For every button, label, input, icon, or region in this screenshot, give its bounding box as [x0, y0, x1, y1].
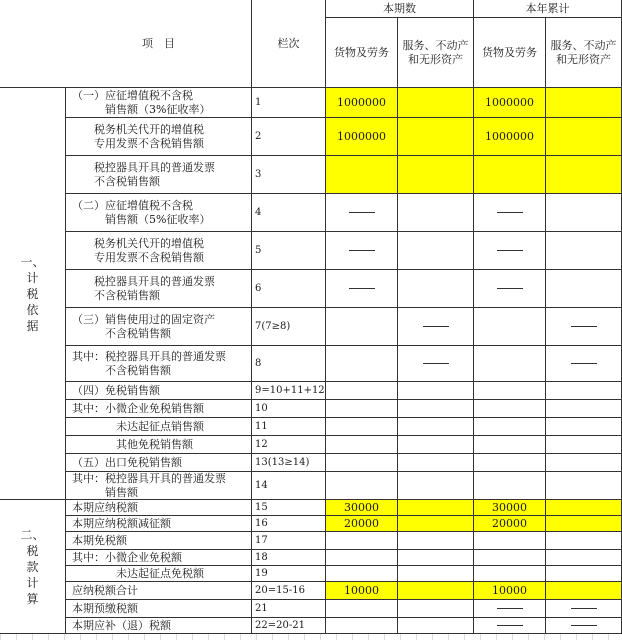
dash-mark [571, 363, 597, 364]
value-cell[interactable] [474, 418, 546, 436]
row-line-number: 7(7≥8) [252, 308, 326, 346]
value-cell[interactable] [398, 308, 474, 346]
row-line-number: 4 [252, 194, 326, 232]
value-cell[interactable] [474, 532, 546, 550]
value-cell[interactable] [474, 454, 546, 472]
value-cell[interactable] [326, 400, 398, 418]
value-cell[interactable] [326, 382, 398, 400]
value-cell[interactable] [474, 232, 546, 270]
value-cell[interactable]: 1000000 [474, 88, 546, 118]
value-cell[interactable] [398, 346, 474, 382]
row-line-number: 16 [252, 516, 326, 532]
value-cell[interactable] [474, 600, 546, 618]
value-cell[interactable] [326, 418, 398, 436]
value-cell[interactable] [546, 270, 622, 308]
dash-mark [349, 212, 375, 213]
dash-mark [497, 250, 523, 251]
value-cell[interactable] [546, 156, 622, 194]
value-cell[interactable] [326, 156, 398, 194]
row-line-number: 2 [252, 118, 326, 156]
row-line-number: 17 [252, 532, 326, 550]
value-cell[interactable] [326, 532, 398, 550]
value-cell[interactable] [474, 436, 546, 454]
section-label: 二、 税 款 计 算 [0, 500, 66, 634]
value-cell[interactable]: 1000000 [474, 118, 546, 156]
row-label: 其中：税控器具开具的普通发票 不含税销售额 [66, 346, 252, 382]
value-cell[interactable] [546, 532, 622, 550]
dash-mark [423, 363, 449, 364]
value-cell[interactable] [546, 472, 622, 500]
value-cell[interactable] [398, 232, 474, 270]
dash-mark [497, 608, 523, 609]
value-cell[interactable]: 10000 [326, 582, 398, 600]
row-label: 应纳税额合计 [66, 582, 252, 600]
row-line-number: 5 [252, 232, 326, 270]
row-line-number: 10 [252, 400, 326, 418]
row-label: 本期应补（退）税额 [66, 618, 252, 634]
value-cell[interactable] [398, 156, 474, 194]
header-current-period: 本期数 [326, 0, 474, 18]
dash-mark [349, 288, 375, 289]
row-label: 其中：小微企业免税额 [66, 550, 252, 566]
value-cell[interactable] [398, 566, 474, 582]
value-cell[interactable] [474, 156, 546, 194]
value-cell[interactable] [398, 454, 474, 472]
value-cell[interactable] [474, 566, 546, 582]
value-cell[interactable] [326, 270, 398, 308]
value-cell[interactable] [326, 436, 398, 454]
value-cell[interactable] [398, 118, 474, 156]
row-label: （四）免税销售额 [66, 382, 252, 400]
header-goods-services-ytd: 货物及劳务 [474, 18, 546, 88]
value-cell[interactable] [546, 618, 622, 634]
row-label: 其他免税销售额 [66, 436, 252, 454]
row-label: 其中：税控器具开具的普通发票 销售额 [66, 472, 252, 500]
value-cell[interactable] [474, 618, 546, 634]
value-cell[interactable] [546, 454, 622, 472]
value-cell[interactable] [546, 232, 622, 270]
value-cell[interactable] [398, 88, 474, 118]
row-label: 本期应纳税额 [66, 500, 252, 516]
value-cell[interactable] [326, 472, 398, 500]
row-label: （五）出口免税销售额 [66, 454, 252, 472]
dash-mark [571, 608, 597, 609]
value-cell[interactable] [546, 582, 622, 600]
row-label: 其中：小微企业免税销售额 [66, 400, 252, 418]
row-line-number: 9=10+11+12 [252, 382, 326, 400]
value-cell[interactable] [326, 454, 398, 472]
value-cell[interactable] [398, 500, 474, 516]
value-cell[interactable] [546, 516, 622, 532]
value-cell[interactable] [326, 308, 398, 346]
dash-mark [423, 326, 449, 327]
value-cell[interactable] [546, 500, 622, 516]
row-line-number: 1 [252, 88, 326, 118]
value-cell[interactable] [398, 194, 474, 232]
value-cell[interactable] [546, 566, 622, 582]
row-line-number: 18 [252, 550, 326, 566]
value-cell[interactable] [398, 418, 474, 436]
row-label: （一）应征增值税不含税 销售额（3%征收率） [66, 88, 252, 118]
value-cell[interactable] [546, 436, 622, 454]
row-line-number: 3 [252, 156, 326, 194]
value-cell[interactable]: 10000 [474, 582, 546, 600]
value-cell[interactable]: 20000 [326, 516, 398, 532]
row-line-number: 20=15-16 [252, 582, 326, 600]
dash-mark [571, 326, 597, 327]
corner-cell [0, 0, 66, 88]
value-cell[interactable] [546, 88, 622, 118]
row-line-number: 8 [252, 346, 326, 382]
dash-mark [571, 625, 597, 626]
value-cell[interactable] [546, 118, 622, 156]
value-cell[interactable] [474, 346, 546, 382]
value-cell[interactable] [326, 232, 398, 270]
value-cell[interactable] [546, 308, 622, 346]
row-label: 未达起征点免税额 [66, 566, 252, 582]
value-cell[interactable] [398, 516, 474, 532]
header-goods-services-current: 货物及劳务 [326, 18, 398, 88]
value-cell[interactable] [546, 418, 622, 436]
value-cell[interactable] [474, 270, 546, 308]
value-cell[interactable]: 30000 [326, 500, 398, 516]
dash-mark [497, 212, 523, 213]
value-cell[interactable] [474, 400, 546, 418]
value-cell[interactable] [546, 600, 622, 618]
row-line-number: 13(13≥14) [252, 454, 326, 472]
value-cell[interactable] [398, 600, 474, 618]
row-label: 本期预缴税额 [66, 600, 252, 618]
value-cell[interactable]: 30000 [474, 500, 546, 516]
value-cell[interactable] [398, 582, 474, 600]
value-cell[interactable]: 1000000 [326, 118, 398, 156]
dash-mark [497, 625, 523, 626]
header-services-property-current: 服务、不动产 和无形资产 [398, 18, 474, 88]
row-label: 税控器具开具的普通发票 不含税销售额 [66, 270, 252, 308]
value-cell[interactable]: 1000000 [326, 88, 398, 118]
value-cell[interactable] [398, 436, 474, 454]
row-line-number: 11 [252, 418, 326, 436]
value-cell[interactable] [546, 346, 622, 382]
row-line-number: 14 [252, 472, 326, 500]
value-cell[interactable] [474, 550, 546, 566]
dash-mark [349, 250, 375, 251]
value-cell[interactable] [398, 270, 474, 308]
value-cell[interactable] [546, 194, 622, 232]
row-label: 未达起征点销售额 [66, 418, 252, 436]
value-cell[interactable] [474, 194, 546, 232]
value-cell[interactable] [546, 400, 622, 418]
value-cell[interactable] [474, 382, 546, 400]
value-cell[interactable] [398, 382, 474, 400]
row-label: （二）应征增值税不含税 销售额（5%征收率） [66, 194, 252, 232]
value-cell[interactable]: 20000 [474, 516, 546, 532]
value-cell[interactable] [398, 472, 474, 500]
value-cell[interactable] [398, 550, 474, 566]
value-cell[interactable] [326, 618, 398, 634]
section-label: 一、 计 税 依 据 [0, 88, 66, 500]
row-label: 本期应纳税额减征额 [66, 516, 252, 532]
row-label: 税务机关代开的增值税 专用发票不含税销售额 [66, 118, 252, 156]
value-cell[interactable] [546, 550, 622, 566]
row-line-number: 19 [252, 566, 326, 582]
row-label: 税控器具开具的普通发票 不含税销售额 [66, 156, 252, 194]
value-cell[interactable] [326, 550, 398, 566]
value-cell[interactable] [326, 600, 398, 618]
row-label: 本期免税额 [66, 532, 252, 550]
value-cell[interactable] [474, 472, 546, 500]
header-item: 项 目 [66, 0, 252, 88]
header-year-to-date: 本年累计 [474, 0, 622, 18]
header-services-property-ytd: 服务、不动产 和无形资产 [546, 18, 622, 88]
row-line-number: 21 [252, 600, 326, 618]
row-line-number: 15 [252, 500, 326, 516]
value-cell[interactable] [398, 618, 474, 634]
dash-mark [497, 288, 523, 289]
row-label: （三）销售使用过的固定资产 不含税销售额 [66, 308, 252, 346]
value-cell[interactable] [474, 308, 546, 346]
value-cell[interactable] [546, 382, 622, 400]
row-label: 税务机关代开的增值税 专用发票不含税销售额 [66, 232, 252, 270]
value-cell[interactable] [398, 532, 474, 550]
value-cell[interactable] [326, 346, 398, 382]
row-line-number: 22=20-21 [252, 618, 326, 634]
value-cell[interactable] [398, 400, 474, 418]
row-line-number: 12 [252, 436, 326, 454]
row-line-number: 6 [252, 270, 326, 308]
value-cell[interactable] [326, 194, 398, 232]
value-cell[interactable] [326, 566, 398, 582]
header-line-no: 栏次 [252, 0, 326, 88]
